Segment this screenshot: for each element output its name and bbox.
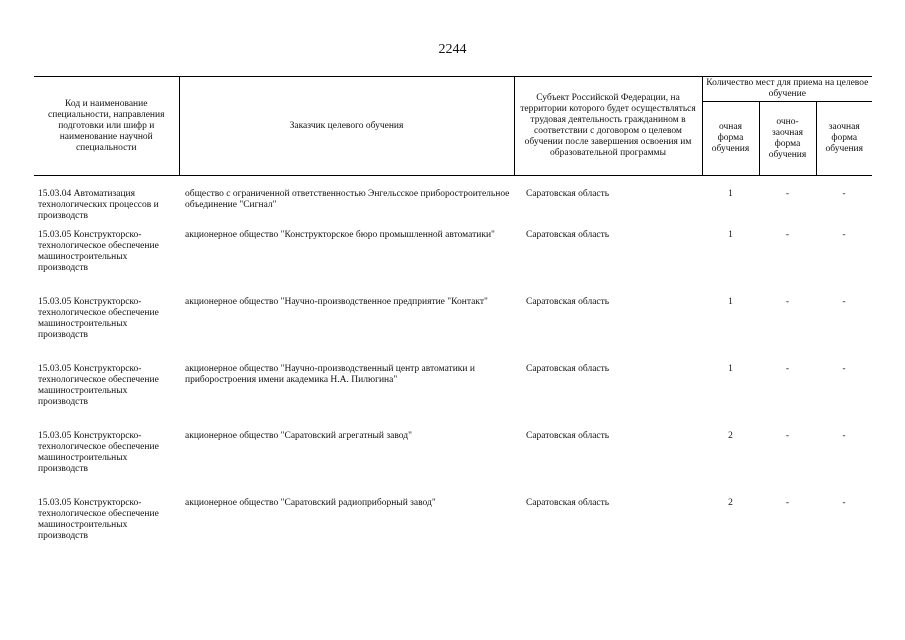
- table-row: [34, 498, 872, 565]
- cell-customer: акционерное общество "Саратовский агрегатный завод": [185, 430, 412, 441]
- cell-region: Саратовская область: [526, 363, 610, 374]
- cell-parttime: -: [785, 430, 790, 441]
- cell-customer: общество с ограниченной ответственностью Энгельсское приборостроительное объединение "Сигнал": [185, 189, 510, 210]
- quota-table: [34, 76, 872, 565]
- cell-customer: акционерное общество "Конструкторское бюро промышленной автоматики": [185, 229, 495, 240]
- table-row: [34, 364, 872, 431]
- cell-code: 15.03.05 Конструкторско-технологическое обеспечение машиностроительных производств: [38, 296, 159, 340]
- cell-fulltime: 2: [728, 497, 733, 508]
- cell-parttime: -: [785, 189, 790, 199]
- header-parttime: очно-заочная форма обучения: [759, 102, 816, 176]
- cell-code: 15.03.05 Конструкторско-технологическое обеспечение машиностроительных производств: [38, 497, 159, 541]
- cell-customer: акционерное общество "Научно-производственное предприятие "Контакт": [185, 296, 488, 307]
- page-number: 2244: [438, 42, 467, 57]
- cell-region: Саратовская область: [526, 296, 610, 307]
- cell-region: Саратовская область: [526, 430, 610, 441]
- header-code: Код и наименование специальности, направления подготовки или шифр и наименование научной специальности: [34, 77, 179, 176]
- table-row: [34, 230, 872, 297]
- cell-correspondence: -: [842, 363, 846, 374]
- cell-correspondence: -: [842, 229, 846, 240]
- cell-correspondence: -: [842, 430, 846, 441]
- cell-code: 15.03.05 Конструкторско-технологическое обеспечение машиностроительных производств: [38, 363, 159, 407]
- cell-parttime: -: [785, 296, 790, 307]
- cell-parttime: -: [785, 363, 790, 374]
- table-row: [34, 297, 872, 364]
- header-correspondence: заочная форма обучения: [816, 102, 872, 176]
- cell-parttime: -: [785, 229, 790, 240]
- header-region: Субъект Российской Федерации, на территории которого будет осуществляться трудовая деятельность гражданином в соответствии с договором о целевом обучении после завершения освоения им образовательной программы: [514, 77, 702, 176]
- cell-region: Саратовская область: [526, 189, 610, 199]
- cell-code: 15.03.04 Автоматизация технологических процессов и производств: [38, 189, 159, 221]
- table-row: [34, 431, 872, 498]
- cell-customer: акционерное общество "Научно-производственный центр автоматики и приборостроения имени академика Н.А. Пилюгина": [185, 363, 475, 385]
- cell-customer: акционерное общество "Саратовский радиоприборный завод": [185, 497, 436, 508]
- cell-fulltime: 1: [728, 229, 733, 240]
- cell-fulltime: 1: [728, 189, 733, 199]
- cell-code: 15.03.05 Конструкторско-технологическое обеспечение машиностроительных производств: [38, 229, 159, 273]
- cell-fulltime: 1: [728, 296, 733, 307]
- cell-correspondence: -: [842, 189, 846, 199]
- cell-region: Саратовская область: [526, 229, 610, 240]
- header-fulltime: очная форма обучения: [702, 102, 759, 176]
- cell-correspondence: -: [842, 296, 846, 307]
- cell-fulltime: 1: [728, 363, 733, 374]
- header-customer: Заказчик целевого обучения: [179, 77, 514, 176]
- header-quota: Количество мест для приема на целевое обучение: [702, 77, 872, 102]
- cell-code: 15.03.05 Конструкторско-технологическое обеспечение машиностроительных производств: [38, 430, 159, 474]
- table-row: [34, 176, 872, 230]
- cell-parttime: -: [785, 497, 790, 508]
- cell-correspondence: -: [842, 497, 846, 508]
- cell-region: Саратовская область: [526, 497, 610, 508]
- cell-fulltime: 2: [728, 430, 733, 441]
